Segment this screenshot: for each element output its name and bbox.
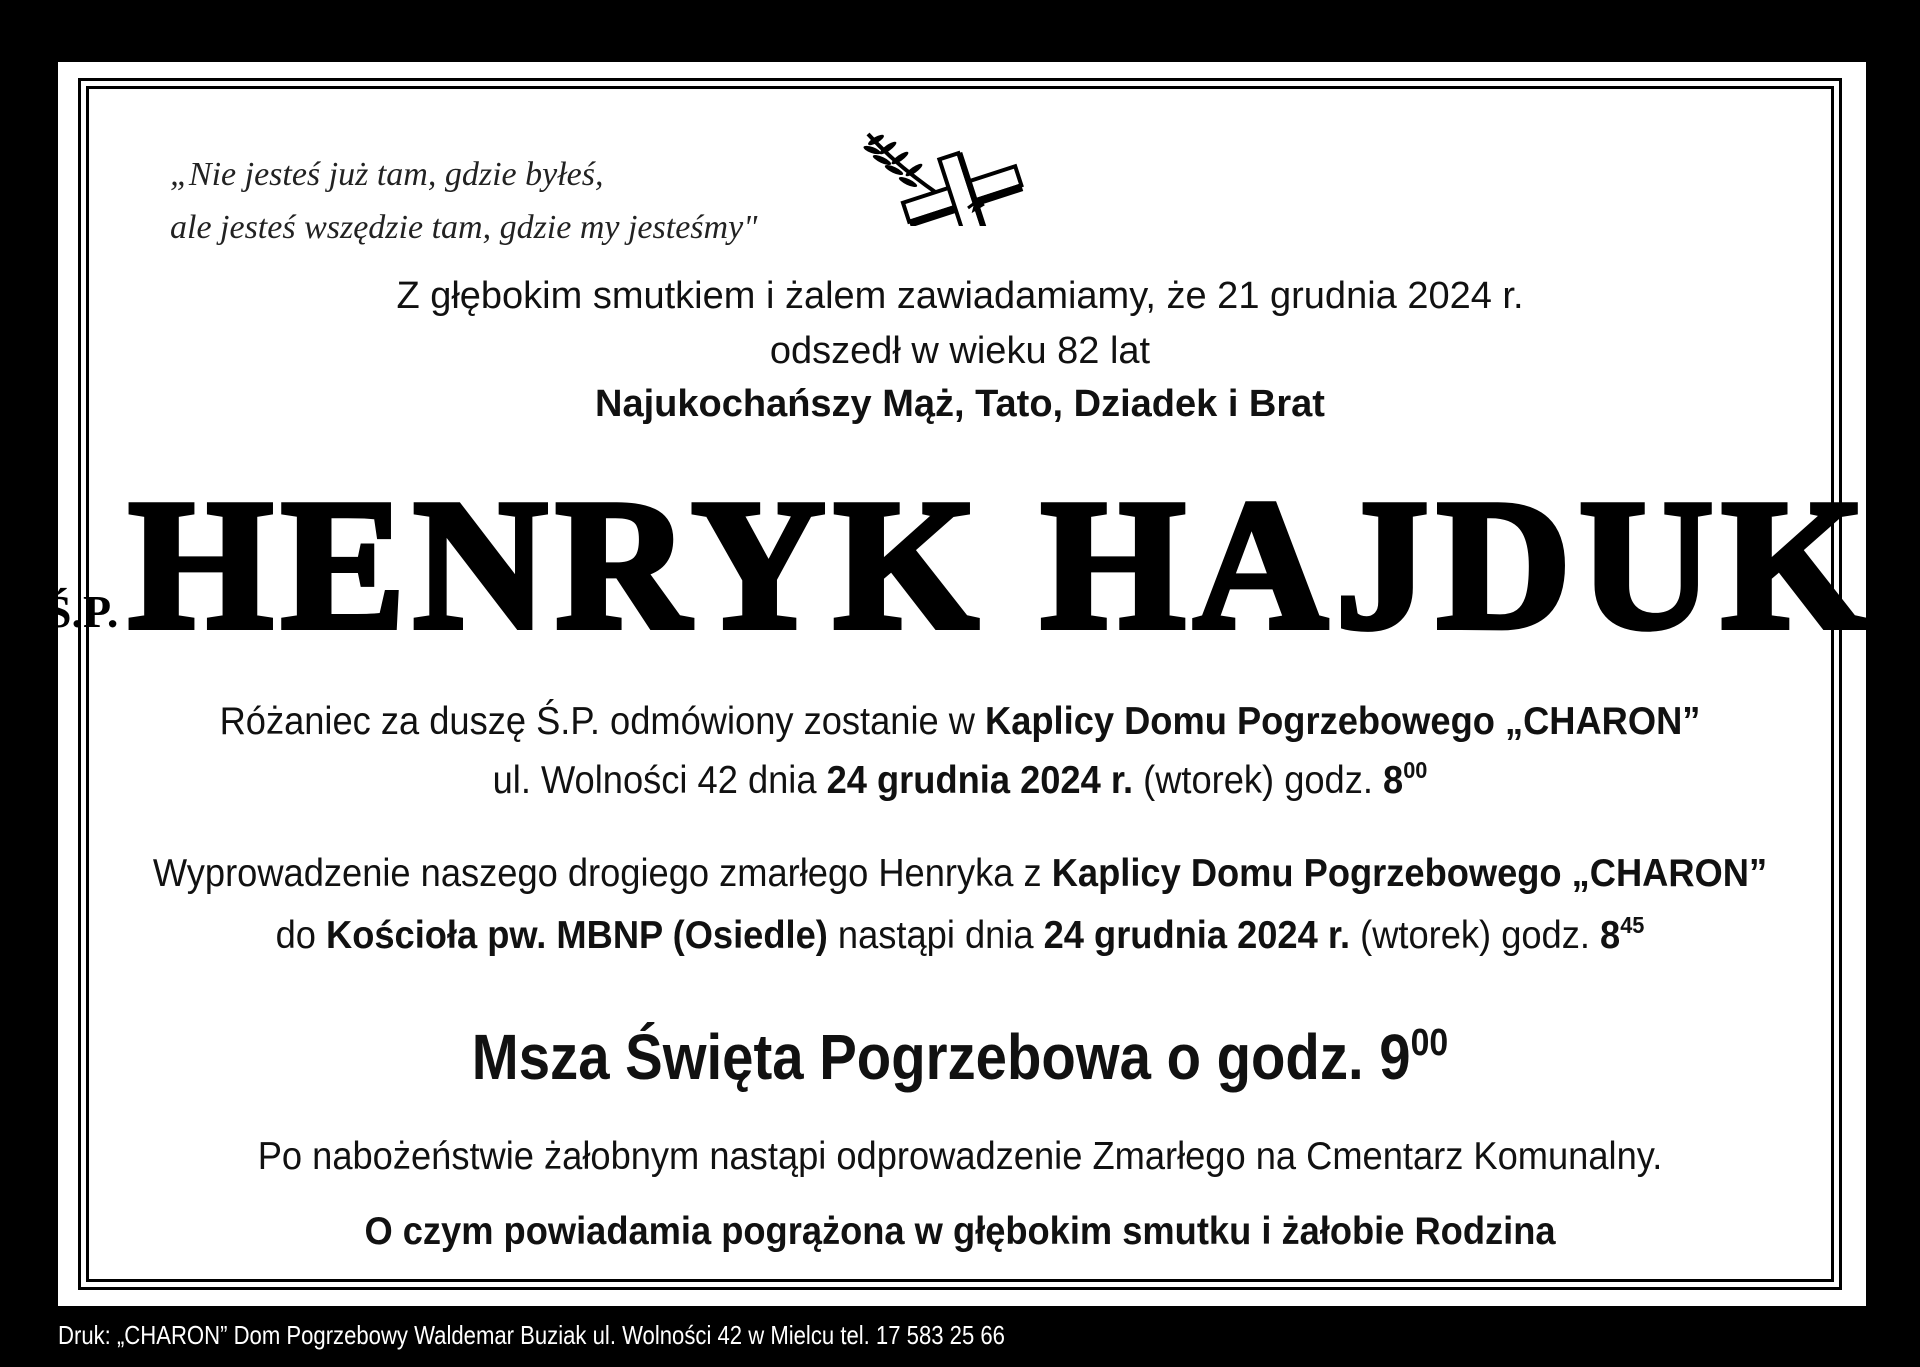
procession-connector: nastąpi dnia — [827, 913, 1044, 957]
intro-line-2: odszedł w wieku 82 lat — [769, 330, 1151, 372]
closing-line: O czym powiadamia pogrążona w głębokim smutku i żałobie Rodzina — [364, 1210, 1556, 1253]
rosary-line-1 — [67, 700, 1853, 744]
intro-line-3: Najukochańszy Mąż, Tato, Dziadek i Brat — [595, 383, 1325, 425]
procession-place: Kaplicy Domu Pogrzebowego „CHARON” — [1051, 852, 1768, 895]
rosary-address: ul. Wolności 42 dnia — [492, 758, 827, 802]
after-service-line: Po nabożeństwie żałobnym nastąpi odprowadzenie Zmarłego na Cmentarz Komunalny. — [257, 1135, 1663, 1178]
mass-line — [115, 1020, 1805, 1094]
procession-minutes: 45 — [1620, 912, 1645, 938]
mass-hour: 9 — [1379, 1021, 1411, 1093]
quote-line-2: ale jesteś wszędzie tam, gdzie my jesteśmy" — [170, 209, 758, 246]
rosary-date: 24 grudnia 2024 r. — [826, 758, 1134, 802]
rosary-place: Kaplicy Domu Pogrzebowego „CHARON” — [985, 700, 1701, 743]
procession-church: Kościoła pw. MBNP (Osiedle) — [326, 913, 828, 957]
procession-date: 24 grudnia 2024 r. — [1043, 913, 1351, 957]
deceased-name: HENRYK HAJDUK — [128, 462, 1875, 668]
rosary-minutes: 00 — [1403, 757, 1428, 783]
procession-line-2 — [67, 912, 1853, 958]
deceased-name-block — [0, 462, 1920, 668]
procession-line-1 — [67, 852, 1853, 896]
rosary-line-2 — [67, 757, 1853, 803]
printer-footer: Druk: „CHARON” Dom Pogrzebowy Waldemar Buziak ul. Wolności 42 w Mielcu tel. 17 583 25 66 — [58, 1320, 1005, 1350]
deceased-prefix: Ś.P. — [45, 586, 119, 637]
rosary-day: (wtorek) godz. — [1133, 758, 1384, 802]
procession-day: (wtorek) godz. — [1350, 913, 1601, 957]
procession-text: Wyprowadzenie naszego drogiego zmarłego Henryka z — [152, 852, 1052, 895]
quote-line-1: „Nie jesteś już tam, gdzie byłeś, — [170, 156, 604, 193]
rosary-text: Różaniec za duszę Ś.P. odmówiony zostanie w — [219, 700, 986, 743]
cross-with-palm-branch-icon — [858, 126, 1028, 226]
intro-line-1: Z głębokim smutkiem i żalem zawiadamiamy, że 21 grudnia 2024 r. — [396, 275, 1524, 317]
mass-minutes: 00 — [1410, 1020, 1449, 1064]
inner-frame-line — [86, 86, 1834, 1282]
mass-text: Msza Święta Pogrzebowa o godz. — [471, 1021, 1380, 1093]
memorial-quote — [170, 148, 757, 254]
procession-hour: 8 — [1600, 913, 1621, 957]
procession-prefix: do — [275, 913, 327, 957]
rosary-hour: 8 — [1383, 758, 1404, 802]
